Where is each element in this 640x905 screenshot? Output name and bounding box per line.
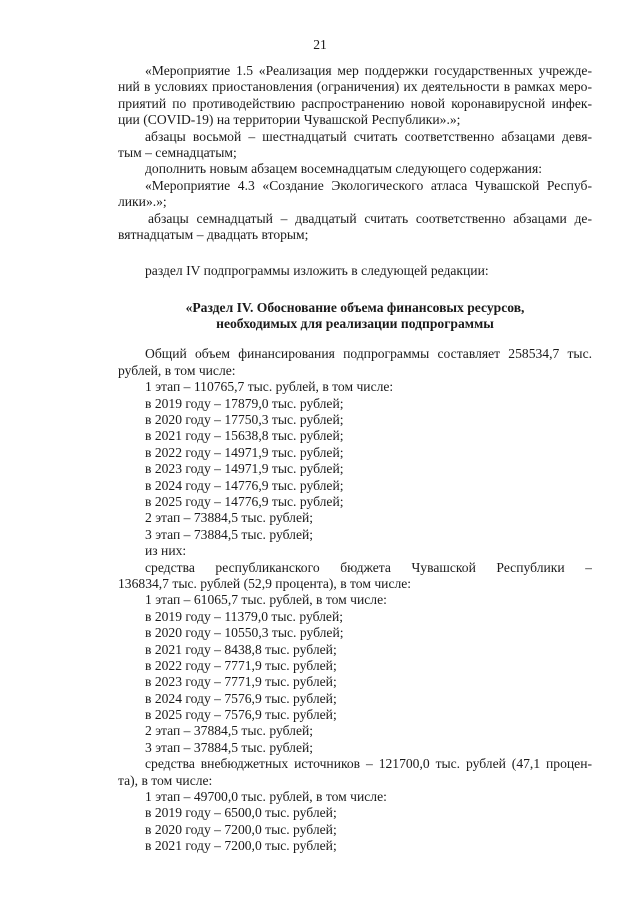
list-item: 3 этап – 73884,5 тыс. рублей; [145,526,314,542]
list-item: 1 этап – 49700,0 тыс. рублей, в том числе: [145,789,387,805]
text-line: средства республиканского бюджета Чувашской Республики – [145,559,592,575]
page-number: 21 [313,37,327,52]
list-item: в 2021 году – 8438,8 тыс. рублей; [145,641,337,657]
text-line: та), в том числе: [118,772,213,788]
list-item: в 2023 году – 7771,9 тыс. рублей; [145,674,337,690]
text-line: 136834,7 тыс. рублей (52,9 процента), в том числе: [118,575,412,591]
list-item: в 2025 году – 7576,9 тыс. рублей; [145,707,337,723]
list-item: в 2024 году – 14776,9 тыс. рублей; [145,477,344,493]
text-line: лики».»; [118,194,167,210]
text-line: ции (COVID-19) на территории Чувашской Республики».»; [118,112,461,128]
text-line: вятнадцатым – двадцать вторым; [118,226,309,242]
list-item: в 2024 году – 7576,9 тыс. рублей; [145,690,337,706]
list-item: 2 этап – 73884,5 тыс. рублей; [145,510,314,526]
list-item: в 2022 году – 7771,9 тыс. рублей; [145,657,337,673]
spacer [118,280,592,300]
list-item: в 2019 году – 11379,0 тыс. рублей; [145,608,344,624]
section-heading: необходимых для реализации подпрограммы [216,316,494,332]
list-item: 3 этап – 37884,5 тыс. рублей; [145,739,314,755]
list-item: в 2019 году – 6500,0 тыс. рублей; [145,805,337,821]
list-item: 1 этап – 61065,7 тыс. рублей, в том числе: [145,592,387,608]
list-item: в 2022 году – 14971,9 тыс. рублей; [145,444,344,460]
text-line: абзацы семнадцатый – двадцатый считать соответственно абзацами де- [148,210,592,226]
text-line: «Мероприятие 4.3 «Создание Экологического атласа Чувашской Респуб- [145,177,592,193]
list-item: в 2020 году – 10550,3 тыс. рублей; [145,625,344,641]
list-item: в 2023 году – 14971,9 тыс. рублей; [145,461,344,477]
list-item: в 2020 году – 7200,0 тыс. рублей; [145,821,337,837]
spacer [118,243,592,263]
text-line: рублей, в том числе: [118,362,236,378]
list-item: в 2021 году – 7200,0 тыс. рублей; [145,838,337,854]
document-body [118,63,592,855]
section-heading: «Раздел IV. Обоснование объема финансовых ресурсов, [185,299,525,315]
list-item: в 2021 году – 15638,8 тыс. рублей; [145,428,344,444]
list-item: из них: [145,543,187,559]
list-item: 1 этап – 110765,7 тыс. рублей, в том числе: [145,379,394,395]
list-item: в 2019 году – 17879,0 тыс. рублей; [145,395,344,411]
list-item: в 2025 году – 14776,9 тыс. рублей; [145,493,344,509]
text-line: абзацы восьмой – шестнадцатый считать соответственно абзацами девя- [145,128,592,144]
list-item: 2 этап – 37884,5 тыс. рублей; [145,723,314,739]
text-line: средства внебюджетных источников – 121700,0 тыс. рублей (47,1 процен- [145,756,592,772]
text-line: раздел IV подпрограммы изложить в следующей редакции: [145,263,489,279]
text-line: Общий объем финансирования подпрограммы составляет 258534,7 тыс. [145,346,592,362]
spacer [118,332,592,346]
list-item: в 2020 году – 17750,3 тыс. рублей; [145,412,344,428]
text-line: «Мероприятие 1.5 «Реализация мер поддержки государственных учрежде- [145,63,592,78]
text-line: тым – семнадцатым; [118,144,237,160]
text-line: приятий по противодействию распространению новой коронавирусной инфек- [118,95,592,111]
text-line: дополнить новым абзацем восемнадцатым следующего содержания: [145,161,542,177]
text-line: ний в условиях приостановления (ограничения) их деятельности в рамках меро- [118,79,592,95]
